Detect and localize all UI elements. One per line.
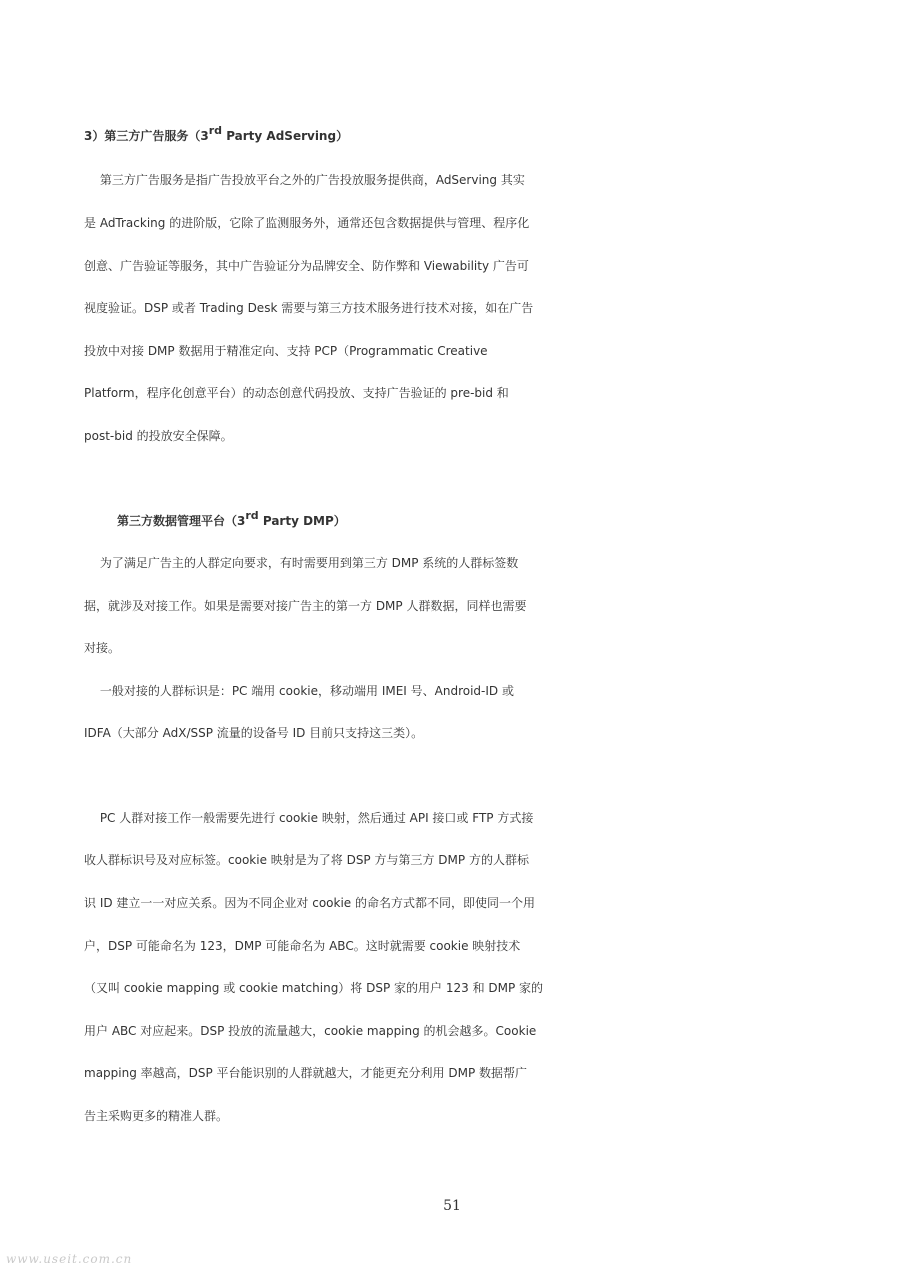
- paragraph-line: （又叫 cookie mapping 或 cookie matching）将 DSP 家的用户 123 和 DMP 家的: [84, 981, 544, 995]
- page-number: 51: [443, 1198, 461, 1214]
- heading-superscript: rd: [245, 509, 259, 522]
- paragraph-line: 用户 ABC 对应起来。DSP 投放的流量越大，cookie mapping 的机会越多。Cookie: [84, 1024, 537, 1038]
- paragraph-line: Platform，程序化创意平台）的动态创意代码投放、支持广告验证的 pre-bid 和: [84, 386, 509, 400]
- paragraph-line: 对接。: [84, 641, 121, 655]
- paragraph-line: 第三方广告服务是指广告投放平台之外的广告投放服务提供商，AdServing 其实: [84, 173, 525, 187]
- watermark: www.useit.com.cn: [6, 1252, 133, 1266]
- paragraph-line: 告主采购更多的精准人群。: [84, 1109, 229, 1123]
- paragraph-line: 为了满足广告主的人群定向要求，有时需要用到第三方 DMP 系统的人群标签数: [84, 556, 519, 570]
- paragraph-line: IDFA（大部分 AdX/SSP 流量的设备号 ID 目前只支持这三类）。: [84, 726, 424, 740]
- heading-text: 3）第三方广告服务（3: [84, 129, 209, 143]
- section-heading-dmp: [0, 508, 904, 534]
- paragraph-line: 一般对接的人群标识是：PC 端用 cookie，移动端用 IMEI 号、Android-ID 或: [84, 684, 514, 698]
- paragraph-line: mapping 率越高，DSP 平台能识别的人群就越大，才能更充分利用 DMP 数据帮广: [84, 1066, 528, 1080]
- heading-superscript: rd: [208, 124, 223, 137]
- paragraph-line: 视度验证。DSP 或者 Trading Desk 需要与第三方技术服务进行技术对接，如在广告: [84, 301, 534, 315]
- paragraph-line: 是 AdTracking 的进阶版，它除了监测服务外，通常还包含数据提供与管理、程序化: [84, 216, 530, 230]
- paragraph-line: PC 人群对接工作一般需要先进行 cookie 映射，然后通过 API 接口或 FTP 方式接: [84, 811, 534, 825]
- section-heading-adserving: [0, 123, 904, 149]
- heading-text: 第三方数据管理平台（3: [117, 514, 246, 528]
- paragraph-line: post-bid 的投放安全保障。: [84, 429, 233, 443]
- paragraph-line: 户，DSP 可能命名为 123，DMP 可能命名为 ABC。这时就需要 cookie 映射技术: [84, 939, 521, 953]
- paragraph-line: 创意、广告验证等服务，其中广告验证分为品牌安全、防作弊和 Viewability 广告可: [84, 259, 529, 273]
- heading-text-rest: Party AdServing）: [222, 129, 349, 143]
- paragraph-line: 识 ID 建立一一对应关系。因为不同企业对 cookie 的命名方式都不同，即使同一个用: [84, 896, 535, 910]
- paragraph-line: 投放中对接 DMP 数据用于精准定向、支持 PCP（Programmatic Creative: [84, 344, 488, 358]
- heading-text-rest: Party DMP）: [258, 514, 346, 528]
- paragraph-line: 收人群标识号及对应标签。cookie 映射是为了将 DSP 方与第三方 DMP 方的人群标: [84, 853, 529, 867]
- paragraph-line: 据，就涉及对接工作。如果是需要对接广告主的第一方 DMP 人群数据，同样也需要: [84, 599, 527, 613]
